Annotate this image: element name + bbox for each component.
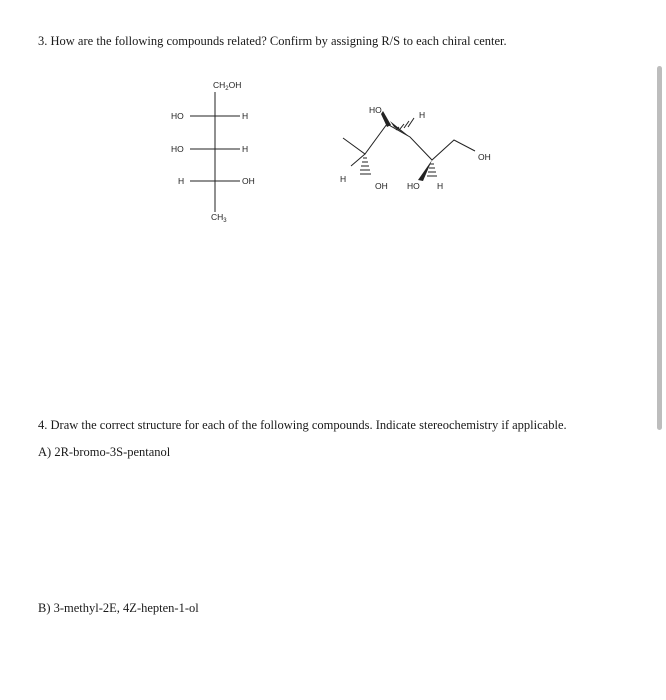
fischer-row3-right: OH <box>242 176 255 186</box>
wedge-bond-ho <box>381 111 391 127</box>
label-oh-end: OH <box>478 152 491 162</box>
fischer-projection <box>190 92 240 212</box>
fischer-row2-right: H <box>242 144 249 154</box>
vertical-scrollbar[interactable] <box>657 66 662 430</box>
question-3-text: 3. How are the following compounds related? Confirm by assigning R/S to each chiral center. <box>38 34 507 48</box>
question-4-part-b: B) 3-methyl-2E, 4Z-hepten-1-ol <box>38 601 199 615</box>
fischer-row1-left: HO <box>171 111 184 121</box>
label-h-left: H <box>340 174 347 184</box>
skeletal-h-bond <box>351 154 365 166</box>
question-4-part-a: A) 2R-bromo-3S-pentanol <box>38 445 171 459</box>
fischer-row1-right: H <box>242 111 249 121</box>
label-oh-bottom: OH <box>375 181 388 191</box>
fischer-row2-left: HO <box>171 144 184 154</box>
hashed-bond-oh-bottom <box>360 158 371 174</box>
label-ho-bottom: HO <box>407 181 420 191</box>
fischer-bottom-group: $CH_3$ <box>211 212 227 224</box>
skeletal-structure <box>343 116 475 166</box>
fischer-row3-left: H <box>178 176 185 186</box>
label-ho-top: HO <box>369 105 382 115</box>
question-4-text: 4. Draw the correct structure for each of the following compounds. Indicate stereochemistry if applicable. <box>38 418 567 432</box>
label-h-right: H <box>437 181 444 191</box>
label-h-top: H <box>419 110 426 120</box>
wedge-bond-ho-bottom <box>418 160 432 181</box>
skeletal-chain <box>343 124 475 160</box>
fischer-top-group: $CH_2OH$ <box>213 80 242 92</box>
